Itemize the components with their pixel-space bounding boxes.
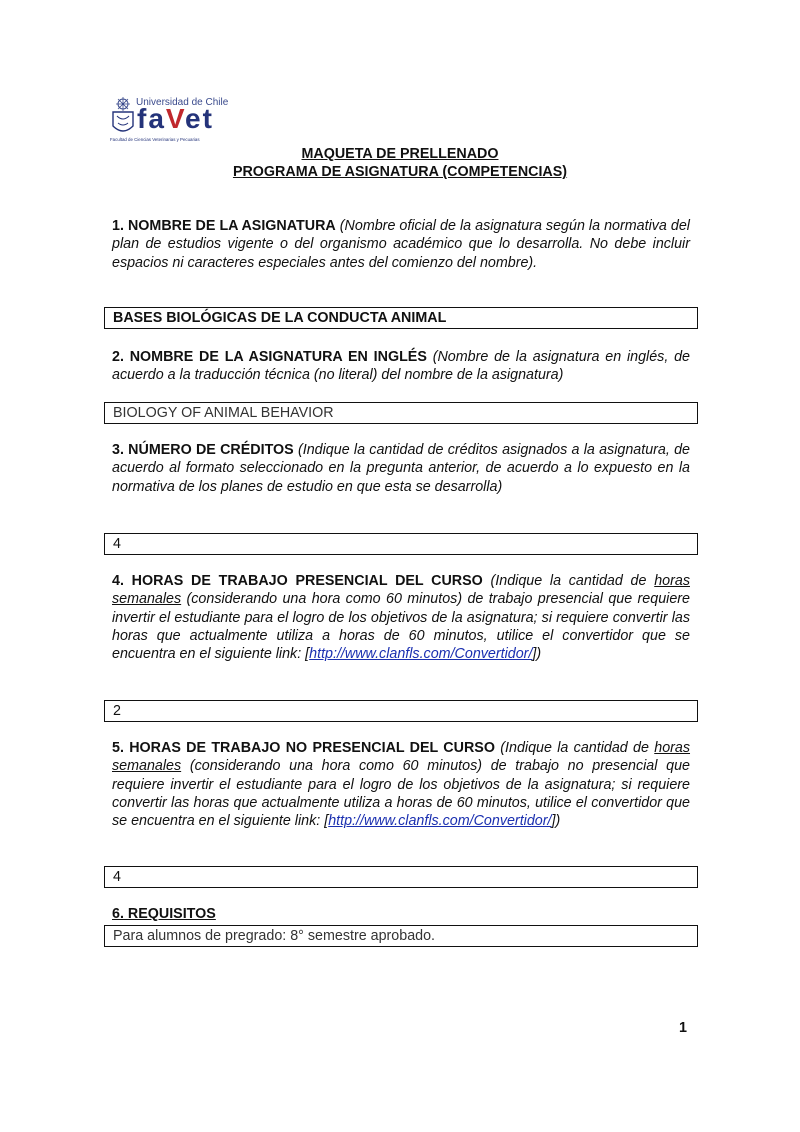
faculty-logo — [110, 96, 230, 144]
section-6-heading: 6. REQUISITOS — [112, 906, 216, 922]
section-2-heading: 2. NOMBRE DE LA ASIGNATURA EN INGLÉS — [112, 349, 427, 365]
course-name-field: BASES BIOLÓGICAS DE LA CONDUCTA ANIMAL — [104, 307, 698, 329]
section-4-note-body: (considerando una hora como 60 minutos) de trabajo presencial que requiere invertir el estudiante para el logro de los objetivos de la asignatura; si requiere convertir las horas que actualmente utiliza a horas de 60 minutos, utilice el convertidor que se encuentra en el siguiente link: — [112, 591, 690, 663]
favet-wordmark: faVet — [137, 103, 214, 134]
section-2-description — [112, 348, 690, 385]
section-1-note: (Nombre oficial de la asignatura según la normativa del plan de estudios vigente o del organismo académico que lo desarrolla. No debe incluir espacios ni caracteres especiales antes del comienzo del nombre). — [112, 218, 690, 271]
page-title: MAQUETA DE PRELLENADO — [301, 146, 499, 162]
page-number: 1 — [679, 1020, 687, 1036]
converter-link[interactable]: http://www.clanfls.com/Convertidor/ — [309, 646, 533, 663]
non-presential-hours-field: 4 — [104, 866, 698, 888]
university-name: Universidad de Chile — [136, 97, 229, 108]
requirements-field: Para alumnos de pregrado: 8° semestre aprobado. — [104, 925, 698, 947]
section-4-note-start: (Indique la cantidad de — [490, 573, 647, 589]
section-4-weekly-hours: horas semanales — [112, 573, 690, 608]
section-4-description: 4. HORAS DE TRABAJO PRESENCIAL DEL CURSO (Indique la cantidad de horas semanales (considerando una hora como 60 minutos) de trabajo presencial que requiere invertir el estudiante para el logro de los objetivos de la asignatura; si requiere convertir las horas que actualmente utiliza a horas de 60 minutos, utilice el convertidor que se encuentra en el siguiente link: [http://www.clanfls.com/Convertidor/]) — [112, 573, 690, 663]
section-4-heading: 4. HORAS DE TRABAJO PRESENCIAL DEL CURSO — [112, 573, 483, 589]
section-2-note: (Nombre de la asignatura en inglés, de acuerdo a la traducción técnica (no literal) del nombre de la asignatura) — [112, 349, 690, 384]
converter-link[interactable]: http://www.clanfls.com/Convertidor/ — [328, 813, 552, 830]
presential-hours-field: 2 — [104, 700, 698, 722]
section-1-description — [112, 217, 690, 272]
section-1-heading: 1. NOMBRE DE LA ASIGNATURA — [112, 218, 336, 234]
university-seal-icon — [110, 96, 136, 136]
credits-field: 4 — [104, 533, 698, 555]
section-5-note-body: (considerando una hora como 60 minutos) de trabajo no presencial que requiere invertir el estudiante para el logro de los objetivos de la asignatura; si requiere convertir las horas que actualmente utiliza a horas de 60 minutos, utilice el convertidor que se encuentra en el siguiente link: — [112, 758, 690, 830]
section-3-note: (Indique la cantidad de créditos asignados a la asignatura, de acuerdo al formato seleccionado en la pregunta anterior, de acuerdo a lo expuesto en la normativa de los planes de estudio en que esta se desarrolla) — [112, 442, 690, 495]
section-3-heading: 3. NÚMERO DE CRÉDITOS — [112, 442, 294, 458]
section-5-heading: 5. HORAS DE TRABAJO NO PRESENCIAL DEL CURSO — [112, 740, 495, 756]
faculty-name: Facultad de Ciencias Veterinarias y Pecuarias — [110, 137, 200, 142]
section-3-description — [112, 441, 690, 496]
section-5-description: 5. HORAS DE TRABAJO NO PRESENCIAL DEL CURSO (Indique la cantidad de horas semanales (considerando una hora como 60 minutos) de trabajo no presencial que requiere invertir el estudiante para el logro de los objetivos de la asignatura; si requiere convertir las horas que actualmente utiliza a horas de 60 minutos, utilice el convertidor que se encuentra en el siguiente link: [http://www.clanfls.com/Convertidor/]) — [112, 740, 691, 830]
section-5-note-start: (Indique la cantidad de — [500, 740, 649, 756]
section-5-weekly-hours: horas semanales — [112, 740, 691, 775]
english-name-field: BIOLOGY OF ANIMAL BEHAVIOR — [104, 402, 698, 424]
page-subtitle: PROGRAMA DE ASIGNATURA (COMPETENCIAS) — [232, 164, 568, 180]
